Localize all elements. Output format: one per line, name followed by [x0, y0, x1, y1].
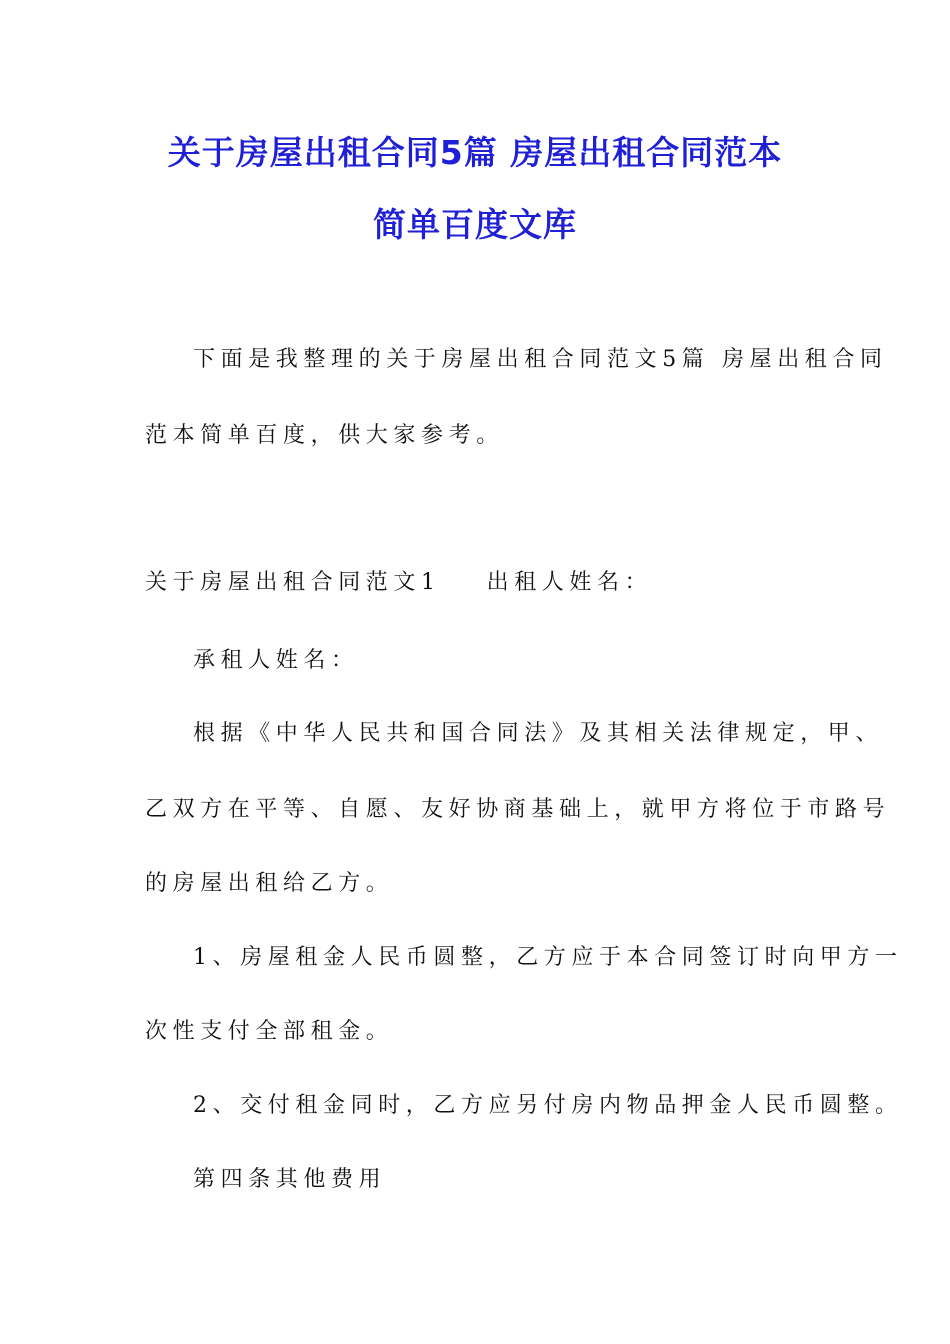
- item-1-line-1: 1、房屋租金人民币圆整，乙方应于本合同签订时向甲方一: [193, 945, 903, 970]
- section-heading: 关于房屋出租合同范文1: [145, 570, 441, 595]
- lessor-name-label: 出租人姓名：: [486, 570, 653, 595]
- intro-paragraph-line-1: 下面是我整理的关于房屋出租合同范文5篇 房屋出租合同: [193, 347, 888, 372]
- item-2-line-1: 2、交付租金同时，乙方应另付房内物品押金人民币圆整。: [193, 1093, 903, 1118]
- lessee-name-label: 承租人姓名：: [193, 648, 359, 673]
- paragraph-1-line-3: 的房屋出租给乙方。: [145, 871, 394, 896]
- document-title-line-1: 关于房屋出租合同5篇 房屋出租合同范本: [167, 133, 783, 172]
- article-4-heading: 第四条其他费用: [193, 1167, 387, 1192]
- paragraph-1-line-1: 根据《中华人民共和国合同法》及其相关法律规定，甲、: [193, 721, 884, 746]
- document-title-line-2: 简单百度文库: [373, 205, 577, 244]
- paragraph-1-line-2: 乙双方在平等、自愿、友好协商基础上，就甲方将位于市路号: [145, 797, 891, 822]
- intro-paragraph-line-2: 范本简单百度，供大家参考。: [145, 423, 504, 448]
- item-1-line-2: 次性支付全部租金。: [145, 1019, 394, 1044]
- section-heading-row: [145, 568, 652, 598]
